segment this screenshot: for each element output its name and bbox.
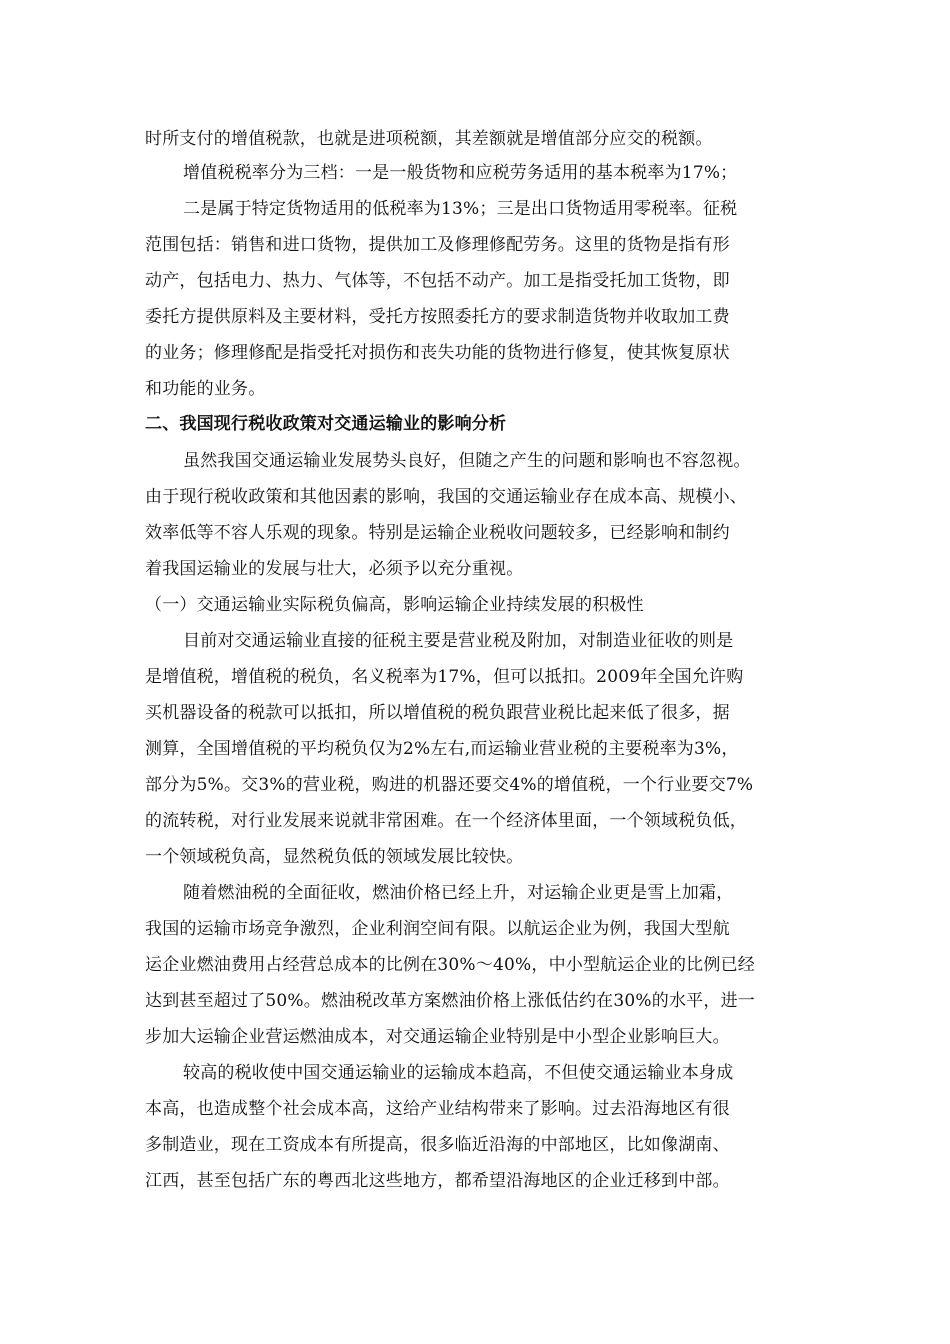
text-line: 由于现行税收政策和其他因素的影响，我国的交通运输业存在成本高、规模小、 [145,487,747,507]
text-line: 动产，包括电力、热力、气体等，不包括不动产。加工是指受托加工货物，即 [145,271,730,291]
text-line: 运企业燃油费用占经营总成本的比例在30%～40%，中小型航运企业的比例已经 [145,955,755,975]
text-line: 本高，也造成整个社会成本高，这给产业结构带来了影响。过去沿海地区有很 [145,1099,730,1119]
text-line: 范围包括：销售和进口货物，提供加工及修理修配劳务。这里的货物是指有形 [145,235,730,255]
text-line: 步加大运输企业营运燃油成本，对交通运输企业特别是中小型企业影响巨大。 [145,1027,730,1047]
text-line: 时所支付的增值税款，也就是进项税额，其差额就是增值部分应交的税额。 [145,129,713,149]
text-line: 买机器设备的税款可以抵扣，所以增值税的税负跟营业税比起来低了很多，据 [145,703,730,723]
section-heading: 二、我国现行税收政策对交通运输业的影响分析 [145,414,507,434]
text-line: 的流转税，对行业发展来说就非常困难。在一个经济体里面，一个领域税负低， [145,811,747,831]
subsection-heading: （一）交通运输业实际税负偏高，影响运输企业持续发展的积极性 [145,595,644,615]
text-line: 虽然我国交通运输业发展势头良好，但随之产生的问题和影响也不容忽视。 [183,451,751,471]
text-line: 增值税税率分为三档：一是一般货物和应税劳务适用的基本税率为17%； [183,163,738,183]
text-line: 效率低等不容人乐观的现象。特别是运输企业税收问题较多，已经影响和制约 [145,523,730,543]
text-line: 是增值税，增值税的税负，名义税率为17%，但可以抵扣。2009年全国允许购 [145,667,744,687]
text-line: 的业务；修理修配是指受托对损伤和丧失功能的货物进行修复，使其恢复原状 [145,343,730,363]
text-line: 达到甚至超过了50%。燃油税改革方案燃油价格上涨低估约在30%的水平，进一 [145,991,755,1011]
text-line: 部分为5%。交3%的营业税，购进的机器还要交4%的增值税，一个行业要交7% [145,775,754,795]
text-line: 二是属于特定货物适用的低税率为13%；三是出口货物适用零税率。征税 [183,199,738,219]
text-line: 着我国运输业的发展与壮大，必须予以充分重视。 [145,559,524,579]
text-line: 测算，全国增值税的平均税负仅为2%左右,而运输业营业税的主要税率为3%， [145,739,739,759]
text-line: 一个领域税负高，显然税负低的领域发展比较快。 [145,847,524,867]
text-line: 较高的税收使中国交通运输业的运输成本趋高，不但使交通运输业本身成 [183,1063,734,1083]
text-line: 江西，甚至包括广东的粤西北这些地方，都希望沿海地区的企业迁移到中部。 [145,1171,730,1191]
text-line: 和功能的业务。 [145,379,266,399]
text-line: 委托方提供原料及主要材料，受托方按照委托方的要求制造货物并收取加工费 [145,307,730,327]
text-line: 多制造业，现在工资成本有所提高，很多临近沿海的中部地区，比如像湖南、 [145,1135,730,1155]
text-line: 我国的运输市场竞争激烈，企业利润空间有限。以航运企业为例，我国大型航 [145,919,730,939]
text-line: 随着燃油税的全面征收，燃油价格已经上升，对运输企业更是雪上加霜， [183,883,734,903]
text-line: 目前对交通运输业直接的征税主要是营业税及附加，对制造业征收的则是 [183,631,734,651]
